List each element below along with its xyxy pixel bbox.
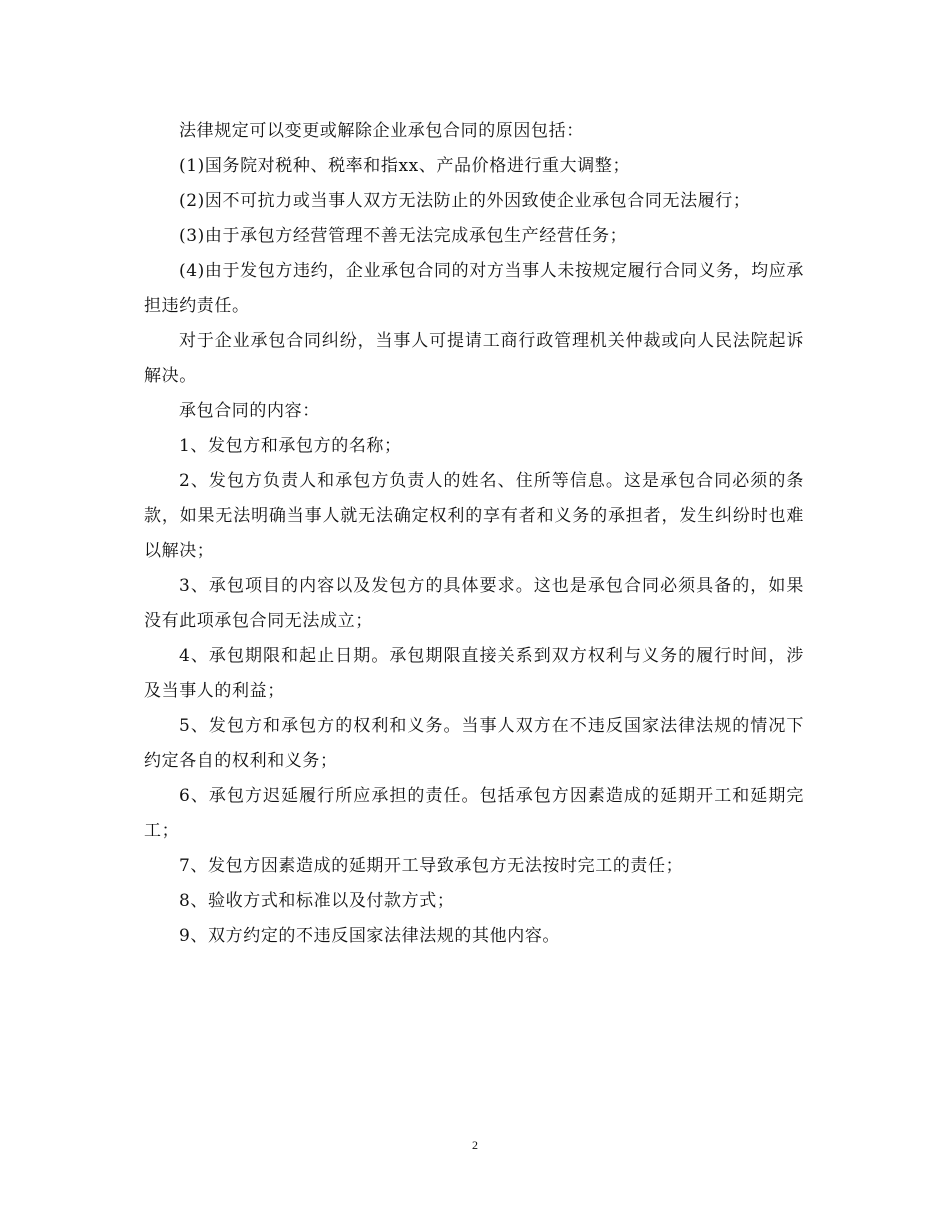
paragraph-reason-1: (1)国务院对税种、税率和指xx、产品价格进行重大调整； <box>179 156 631 176</box>
document-body <box>144 114 804 954</box>
list-item-1: 1、发包方和承包方的名称； <box>179 436 402 456</box>
list-item-6: 6、承包方迟延履行所应承担的责任。包括承包方因素造成的延期开工和延期完工； <box>144 786 804 841</box>
paragraph-contents-heading: 承包合同的内容： <box>179 401 320 421</box>
paragraph-reason-2: (2)因不可抗力或当事人双方无法防止的外因致使企业承包合同无法履行； <box>179 191 751 211</box>
list-item-4: 4、承包期限和起止日期。承包期限直接关系到双方权利与义务的履行时间，涉及当事人的利益； <box>144 646 804 701</box>
list-item-7: 7、发包方因素造成的延期开工导致承包方无法按时完工的责任； <box>179 856 684 876</box>
paragraph-reason-3: (3)由于承包方经营管理不善无法完成承包生产经营任务； <box>179 226 628 246</box>
paragraph-reason-4: (4)由于发包方违约，企业承包合同的对方当事人未按规定履行合同义务，均应承担违约责任。 <box>144 261 804 316</box>
list-item-5: 5、发包方和承包方的权利和义务。当事人双方在不违反国家法律法规的情况下约定各自的权利和义务； <box>144 716 804 771</box>
paragraph-dispute: 对于企业承包合同纠纷，当事人可提请工商行政管理机关仲裁或向人民法院起诉解决。 <box>144 331 804 386</box>
page-number: 2 <box>472 1138 478 1152</box>
list-item-9: 9、双方约定的不违反国家法律法规的其他内容。 <box>179 926 561 946</box>
paragraph-intro: 法律规定可以变更或解除企业承包合同的原因包括： <box>179 121 584 141</box>
list-item-2: 2、发包方负责人和承包方负责人的姓名、住所等信息。这是承包合同必须的条款，如果无法明确当事人就无法确定权利的享有者和义务的承担者，发生纠纷时也难以解决； <box>144 471 804 561</box>
list-item-3: 3、承包项目的内容以及发包方的具体要求。这也是承包合同必须具备的，如果没有此项承包合同无法成立； <box>144 576 804 631</box>
list-item-8: 8、验收方式和标准以及付款方式； <box>179 891 455 911</box>
